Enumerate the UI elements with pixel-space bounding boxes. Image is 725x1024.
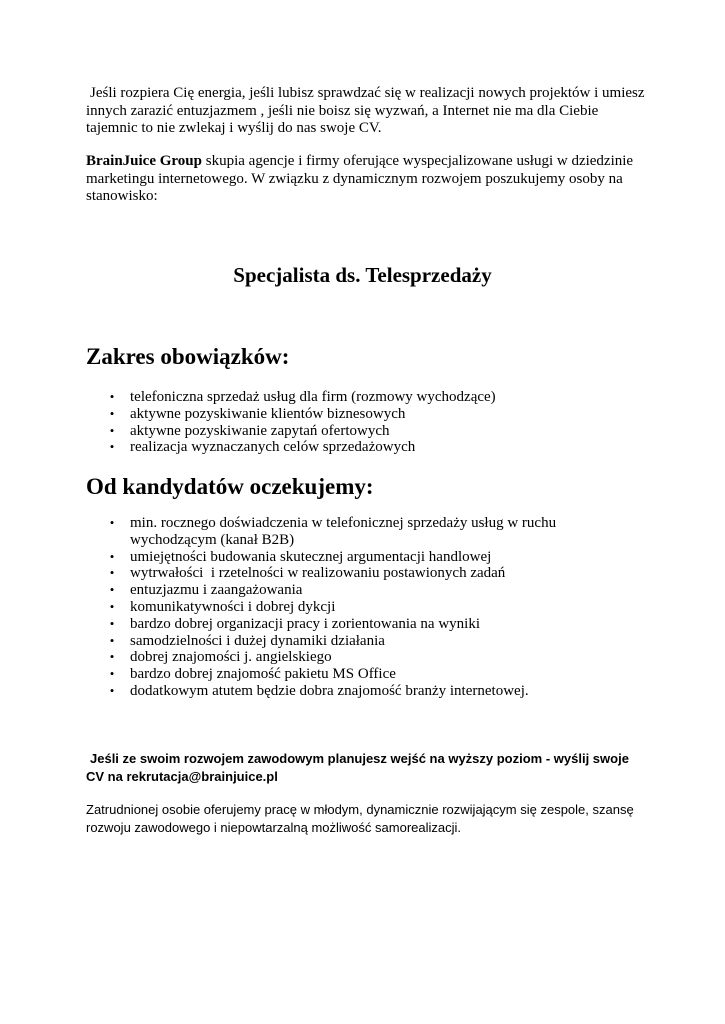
requirement-text: komunikatywności i dobrej dykcji <box>130 598 336 615</box>
bullet: • <box>109 548 115 564</box>
duty-text: realizacja wyznaczanych celów sprzedażowych <box>130 439 416 456</box>
bullet: • <box>109 405 115 421</box>
list-item <box>86 633 646 650</box>
company-name: BrainJuice Group <box>86 153 202 169</box>
company-paragraph <box>86 153 646 206</box>
requirements-heading: Od kandydatów oczekujemy: <box>86 474 374 499</box>
bullet: • <box>109 598 115 614</box>
duties-list <box>86 389 646 456</box>
bullet: • <box>109 615 115 631</box>
list-item <box>86 389 646 406</box>
requirement-text: samodzielności i dużej dynamiki działania <box>130 632 385 649</box>
list-item <box>86 565 646 582</box>
requirement-text: min. rocznego doświadczenia w telefonicznej sprzedaży usług w ruchu wychodzącym (kanał B2B) <box>130 515 557 548</box>
list-item <box>86 649 646 666</box>
bullet: • <box>109 666 115 682</box>
duty-text: aktywne pozyskiwanie zapytań ofertowych <box>130 422 390 439</box>
duty-text: aktywne pozyskiwanie klientów biznesowych <box>130 405 406 422</box>
bullet: • <box>109 565 115 581</box>
list-item <box>86 406 646 423</box>
bullet: • <box>109 515 115 530</box>
bullet: • <box>109 439 115 455</box>
intro-paragraph: Jeśli rozpiera Cię energia, jeśli lubisz sprawdzać się w realizacji nowych projektów i umiesz innych zarazić entuzjazmem , jeśli nie boisz się wyzwań, a Internet nie ma dla Ciebie tajemnic to nie zwlekaj i wyślij do nas swoje CV. <box>86 85 645 136</box>
list-item <box>86 515 646 549</box>
list-item <box>86 666 646 683</box>
list-item <box>86 683 646 700</box>
list-item <box>86 582 646 599</box>
bullet: • <box>109 389 115 404</box>
bullet: • <box>109 422 115 438</box>
bullet: • <box>109 582 115 598</box>
requirement-text: bardzo dobrej organizacji pracy i zorientowania na wyniki <box>130 615 481 632</box>
bullet: • <box>109 649 115 665</box>
company-description: skupia agencje i firmy oferujące wyspecjalizowane usługi w dziedzinie marketingu internetowego. W związku z dynamicznym rozwojem poszukujemy osoby na stanowisko: <box>86 153 634 204</box>
requirement-text: dobrej znajomości j. angielskiego <box>130 649 332 666</box>
bullet: • <box>109 682 115 698</box>
duty-text: telefoniczna sprzedaż usług dla firm (rozmowy wychodzące) <box>130 389 496 405</box>
requirement-text: wytrwałości i rzetelności w realizowaniu postawionych zadań <box>130 565 506 582</box>
bullet: • <box>109 632 115 648</box>
call-to-action: Jeśli ze swoim rozwojem zawodowym planujesz wejść na wyższy poziom - wyślij swoje CV na rekrutacja@brainjuice.pl <box>86 751 629 784</box>
requirement-text: bardzo dobrej znajomość pakietu MS Office <box>130 666 396 683</box>
list-item <box>86 616 646 633</box>
requirement-text: dodatkowym atutem będzie dobra znajomość branży internetowej. <box>130 682 529 699</box>
list-item <box>86 549 646 566</box>
duties-heading: Zakres obowiązków: <box>86 344 290 369</box>
requirement-text: entuzjazmu i zaangażowania <box>130 582 303 599</box>
requirements-list <box>86 515 646 700</box>
job-title: Specjalista ds. Telesprzedaży <box>233 263 492 287</box>
list-item <box>86 599 646 616</box>
offer-paragraph: Zatrudnionej osobie oferujemy pracę w młodym, dynamicznie rozwijającym się zespole, szansę rozwoju zawodowego i niepowtarzalną możliwość samorealizacji. <box>86 802 634 835</box>
requirement-text: umiejętności budowania skutecznej argumentacji handlowej <box>130 548 492 565</box>
list-item <box>86 439 646 456</box>
list-item <box>86 423 646 440</box>
